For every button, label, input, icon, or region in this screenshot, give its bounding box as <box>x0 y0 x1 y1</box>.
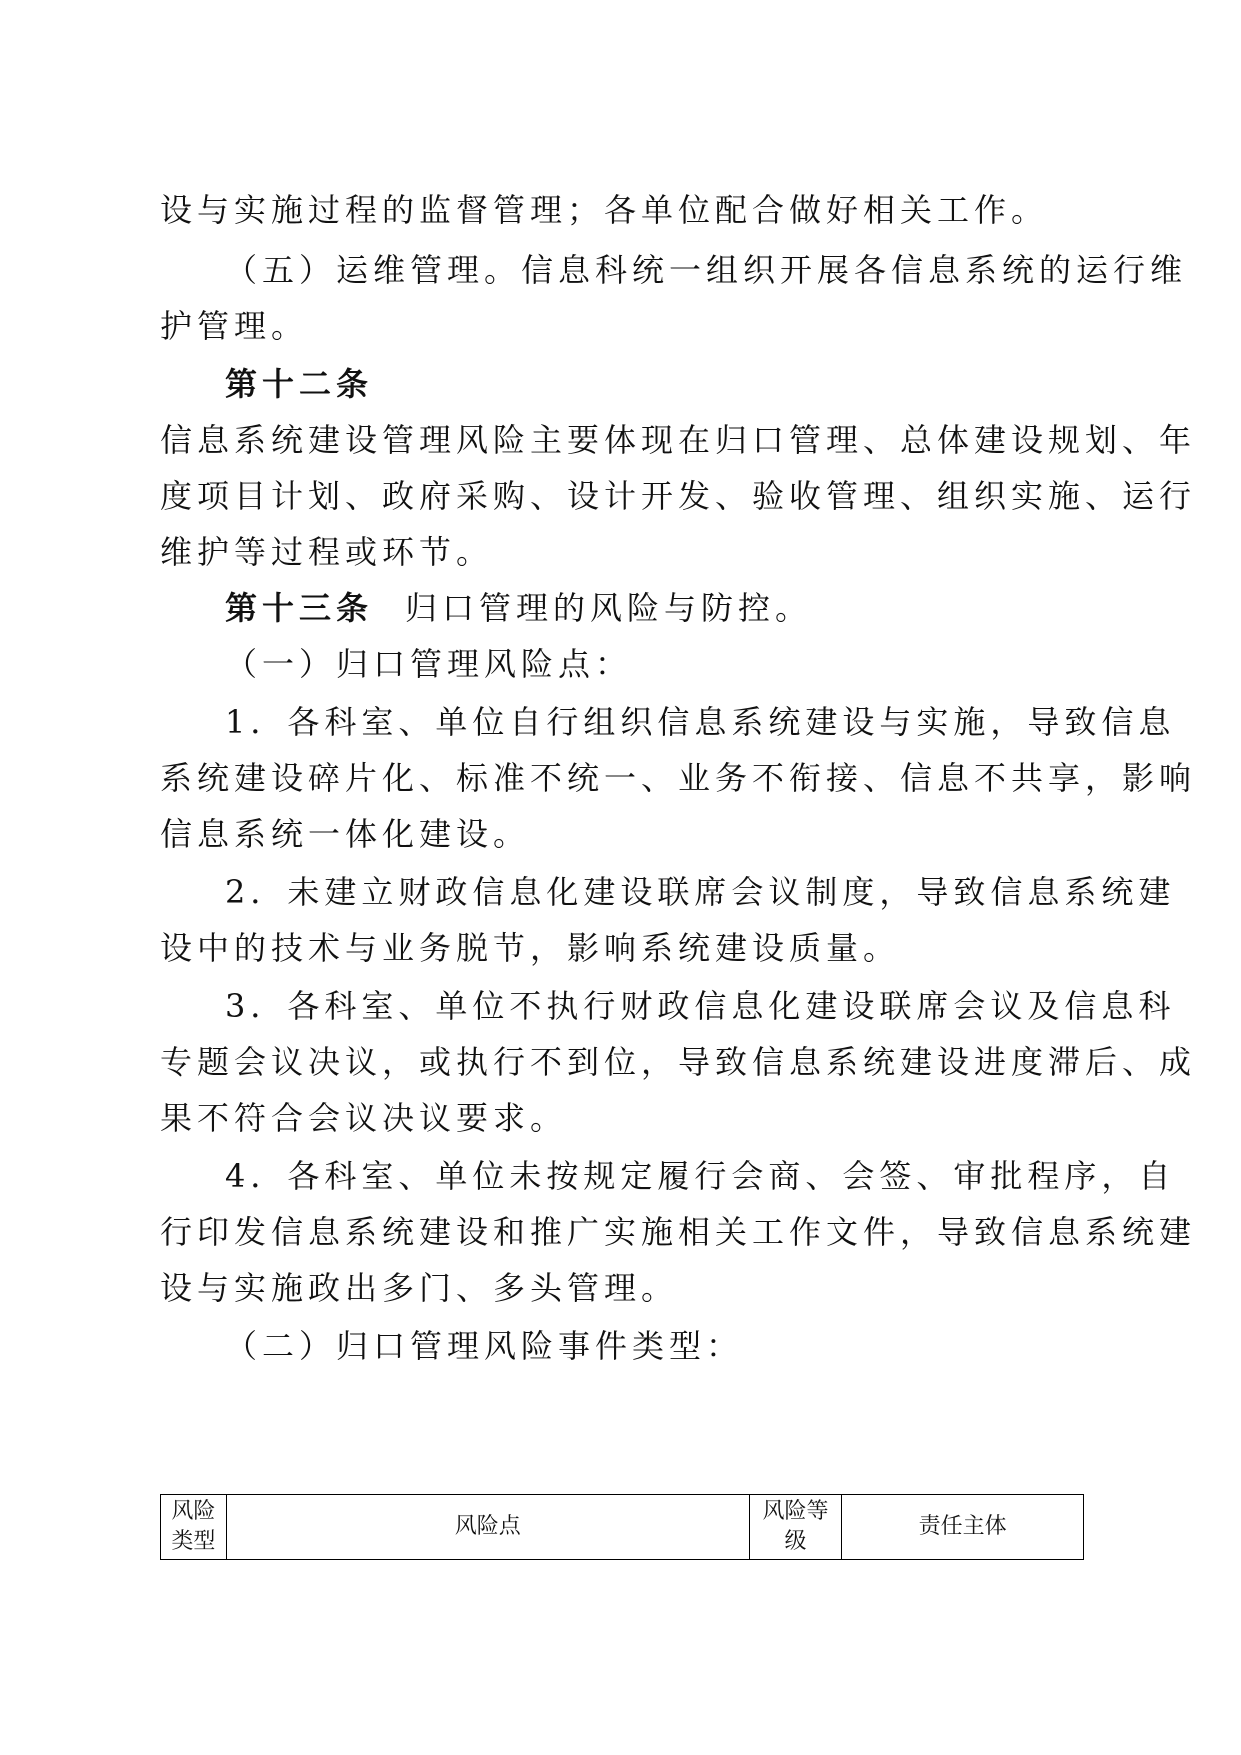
header-responsible-party: 责任主体 <box>842 1495 1084 1560</box>
section-heading: （二）归口管理风险事件类型： <box>225 1327 744 1365</box>
article-13-text: 归口管理的风险与防控。 <box>405 589 813 627</box>
list-item-line: 系统建设碎片化、标准不统一、业务不衔接、信息不共享，影响 <box>160 759 1197 797</box>
table-header-row <box>161 1495 1084 1560</box>
article-12-title: 第十二条 <box>225 365 374 403</box>
paragraph-line: 维护等过程或环节。 <box>160 533 494 571</box>
list-item-line: 专题会议决议，或执行不到位，导致信息系统建设进度滞后、成 <box>160 1043 1197 1081</box>
header-risk-level: 风险等 级 <box>749 1495 842 1560</box>
list-item-line: 1．各科室、单位自行组织信息系统建设与实施，导致信息 <box>225 703 1176 741</box>
article-13-line <box>225 578 1085 638</box>
paragraph-line: （五）运维管理。信息科统一组织开展各信息系统的运行维 <box>225 251 1188 289</box>
list-item-line: 4．各科室、单位未按规定履行会商、会签、审批程序，自 <box>225 1157 1176 1195</box>
list-item-line: 信息系统一体化建设。 <box>160 815 531 853</box>
list-item-line: 2．未建立财政信息化建设联席会议制度，导致信息系统建 <box>225 873 1176 911</box>
list-item-line: 设中的技术与业务脱节，影响系统建设质量。 <box>160 929 901 967</box>
paragraph-line: 度项目计划、政府采购、设计开发、验收管理、组织实施、运行 <box>160 477 1197 515</box>
article-13-title: 第十三条 <box>225 589 374 627</box>
paragraph-line: 护管理。 <box>160 307 309 345</box>
list-item-line: 3．各科室、单位不执行财政信息化建设联席会议及信息科 <box>225 987 1176 1025</box>
paragraph-line: 设与实施过程的监督管理；各单位配合做好相关工作。 <box>160 191 1049 229</box>
paragraph-line: 信息系统建设管理风险主要体现在归口管理、总体建设规划、年 <box>160 421 1197 459</box>
header-risk-point: 风险点 <box>226 1495 749 1560</box>
list-item-line: 行印发信息系统建设和推广实施相关工作文件，导致信息系统建 <box>160 1213 1197 1251</box>
list-item-line: 设与实施政出多门、多头管理。 <box>160 1269 679 1307</box>
risk-table <box>160 1494 1084 1560</box>
list-item-line: 果不符合会议决议要求。 <box>160 1099 568 1137</box>
header-risk-type: 风险 类型 <box>161 1495 227 1560</box>
section-heading: （一）归口管理风险点： <box>225 645 633 683</box>
